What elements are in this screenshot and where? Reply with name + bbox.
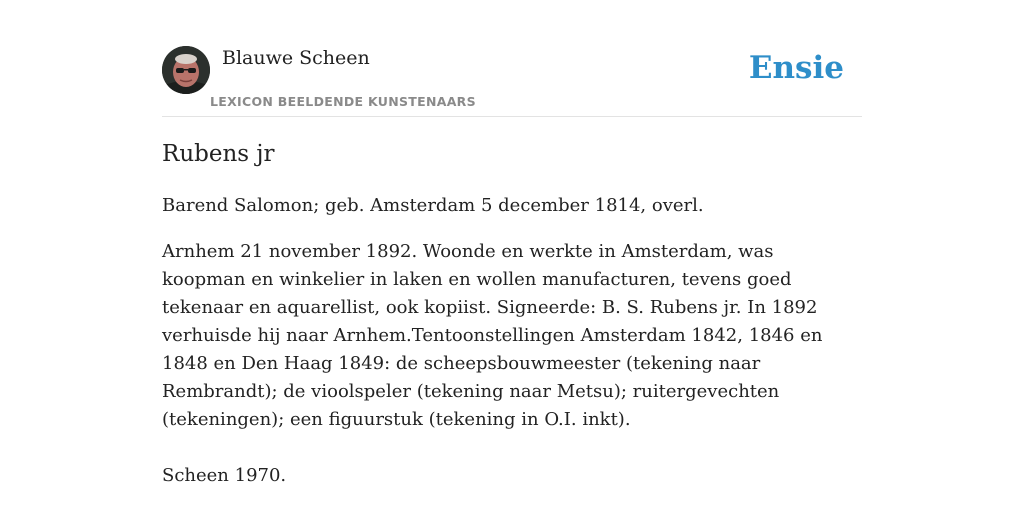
page-header <box>162 46 862 117</box>
author-name[interactable]: Blauwe Scheen <box>222 47 370 69</box>
author-avatar[interactable] <box>162 46 210 94</box>
article-source: Scheen 1970. <box>162 465 287 486</box>
ensie-logo[interactable]: Ensie <box>748 50 844 86</box>
avatar-portrait <box>162 46 210 94</box>
article-content <box>162 138 862 508</box>
article-title: Rubens jr <box>162 141 275 167</box>
lexicon-subtitle[interactable]: LEXICON BEELDENDE KUNSTENAARS <box>210 94 476 109</box>
article-paragraph: Barend Salomon; geb. Amsterdam 5 december 1814, overl. <box>162 195 704 216</box>
article-paragraph: Arnhem 21 november 1892. Woonde en werkte in Amsterdam, was koopman en winkelier in laken en wollen manufacturen, tevens goed tekenaar en aquarellist, ook kopiist. Signeerde: B. S. Rubens jr. In 1892 verhuisde hij naar Arnhem.Tentoonstellingen Amsterdam 1842, 1846 en 1848 en Den Haag 1849: de scheepsbouwmeester (tekening naar Rembrandt); de vioolspeler (tekening naar Metsu); ruitergevechten (tekeningen); een figuurstuk (tekening in O.I. inkt). <box>162 241 823 430</box>
